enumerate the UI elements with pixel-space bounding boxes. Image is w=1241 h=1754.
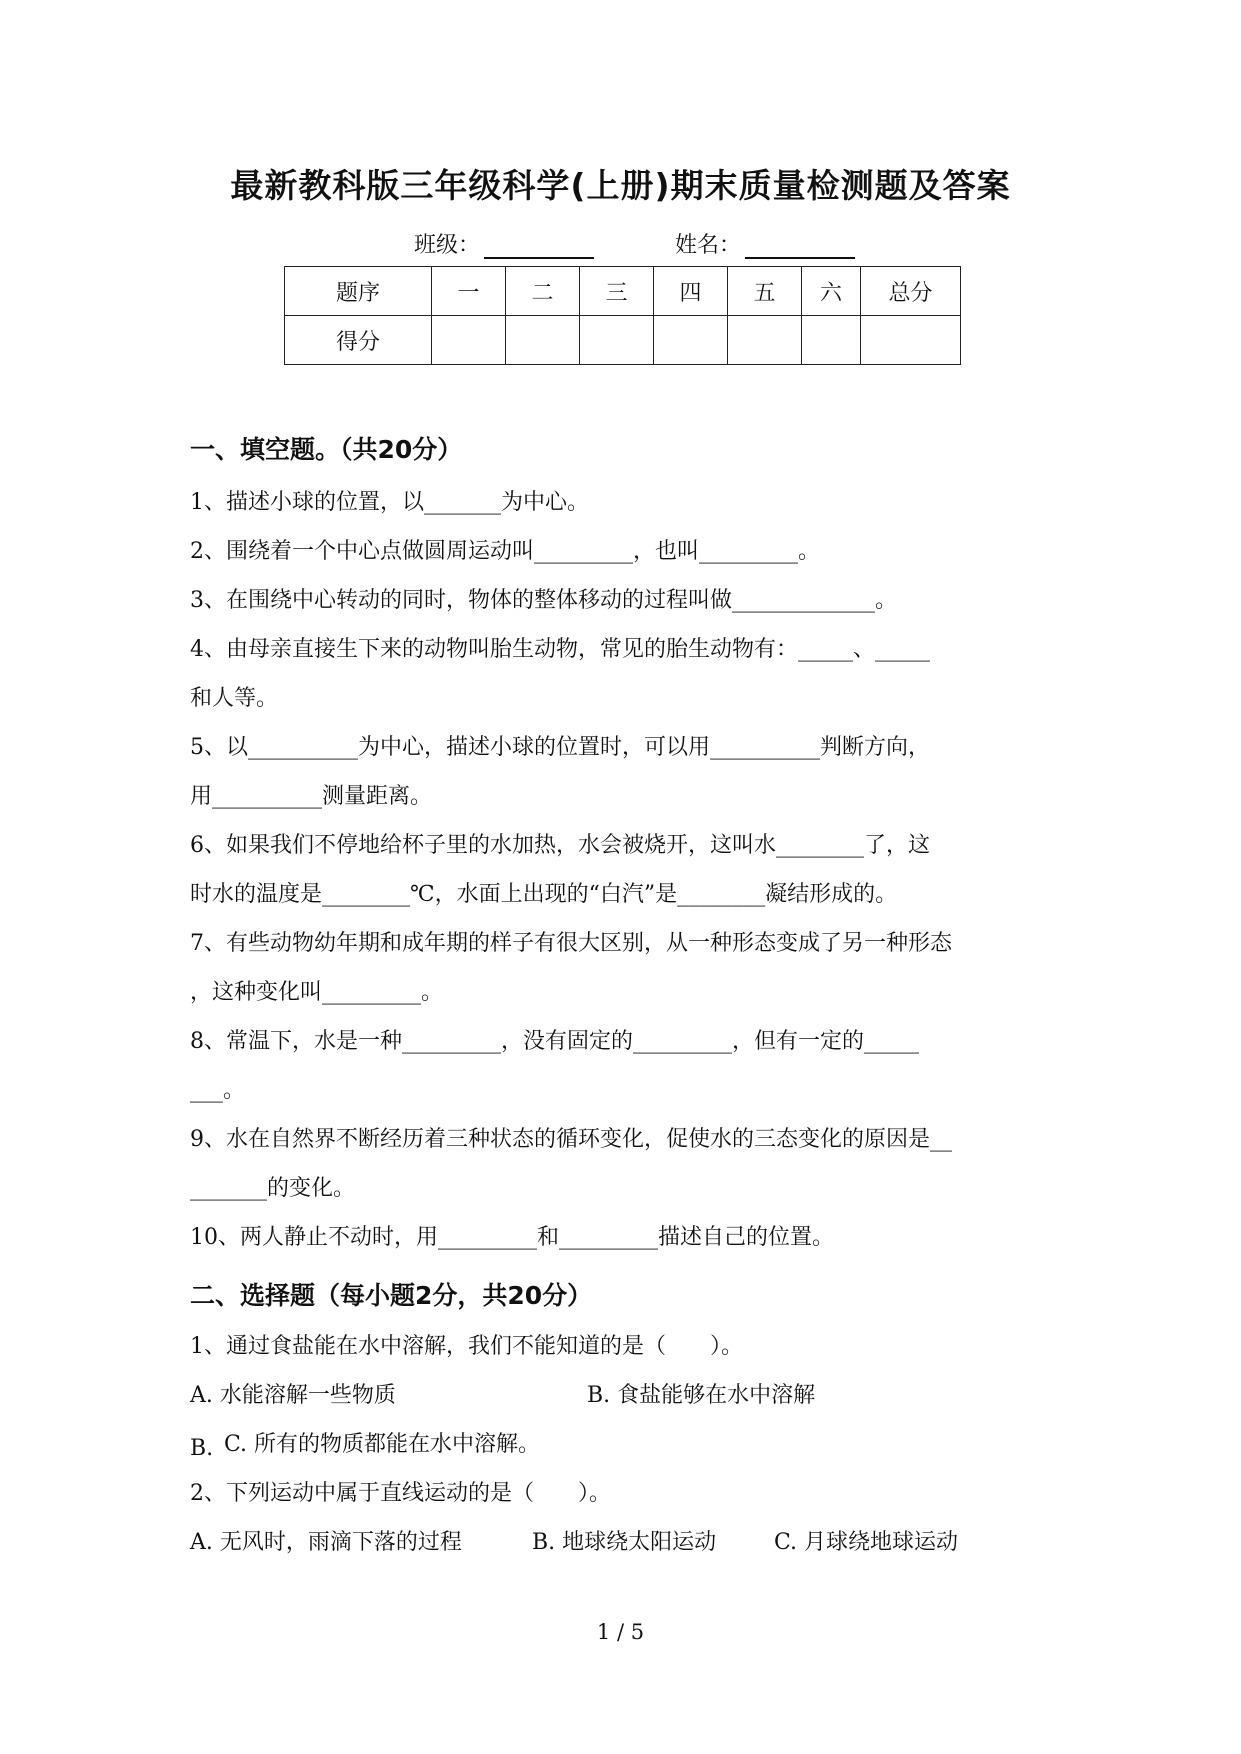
header-cell: 六 bbox=[802, 267, 861, 316]
header-cell: 三 bbox=[580, 267, 654, 316]
choice-question-1-stem: 1、通过食盐能在水中溶解，我们不能知道的是（ ）。 bbox=[190, 1334, 743, 1359]
question-line: 和人等。 bbox=[190, 686, 279, 711]
class-blank bbox=[484, 233, 594, 259]
header-cell: 五 bbox=[728, 267, 802, 316]
score-row-label: 得分 bbox=[285, 316, 432, 365]
question-line: 9、水在自然界不断经历着三种状态的循环变化，促使水的三态变化的原因是__ bbox=[190, 1127, 952, 1152]
choice-question-2-options bbox=[190, 1528, 1050, 1558]
option-b: B. 地球绕太阳运动 bbox=[532, 1530, 717, 1555]
option-prefix: B. bbox=[190, 1436, 214, 1461]
question-line: 5、以__________为中心，描述小球的位置时，可以用__________判断方向， bbox=[190, 735, 930, 760]
name-label: 姓名： bbox=[675, 233, 742, 258]
question-line: 4、由母亲直接生下来的动物叫胎生动物，常见的胎生动物有：_____、_____ bbox=[190, 637, 930, 662]
header-cell: 一 bbox=[432, 267, 506, 316]
score-cell bbox=[432, 316, 506, 365]
score-cell bbox=[728, 316, 802, 365]
name-blank bbox=[745, 233, 855, 259]
option-a: A. 无风时，雨滴下落的过程 bbox=[190, 1530, 462, 1555]
choice-question-2-stem: 2、下列运动中属于直线运动的是（ ）。 bbox=[190, 1481, 611, 1506]
option-c: C. 月球绕地球运动 bbox=[774, 1530, 959, 1555]
header-cell: 二 bbox=[506, 267, 580, 316]
choice-question-1-options bbox=[190, 1381, 1050, 1411]
score-table-score-row bbox=[285, 316, 961, 365]
class-label: 班级： bbox=[414, 233, 481, 258]
choice-question-1-options-2 bbox=[190, 1430, 1050, 1460]
score-table bbox=[284, 266, 961, 365]
header-cell: 四 bbox=[654, 267, 728, 316]
score-cell bbox=[654, 316, 728, 365]
page-number: 1 / 5 bbox=[596, 1620, 645, 1644]
question-line: 7、有些动物幼年期和成年期的样子有很大区别，从一种形态变成了另一种形态 bbox=[190, 931, 952, 956]
section-2-title: 二、选择题（每小题2分，共20分） bbox=[190, 1281, 593, 1310]
question-line: 3、在围绕中心转动的同时，物体的整体移动的过程叫做_____________。 bbox=[190, 588, 897, 613]
question-line: 用__________测量距离。 bbox=[190, 784, 433, 809]
header-cell: 总分 bbox=[861, 267, 961, 316]
score-cell bbox=[580, 316, 654, 365]
header-cell: 题序 bbox=[285, 267, 432, 316]
score-table-header-row bbox=[285, 267, 961, 316]
class-field bbox=[414, 228, 594, 259]
name-field bbox=[675, 228, 855, 259]
question-line: 8、常温下，水是一种_________，没有固定的_________，但有一定的_____ bbox=[190, 1029, 919, 1054]
score-cell bbox=[802, 316, 861, 365]
question-line: 6、如果我们不停地给杯子里的水加热，水会被烧开，这叫水________了，这 bbox=[190, 833, 930, 858]
option-c: C. 所有的物质都能在水中溶解。 bbox=[224, 1432, 541, 1457]
score-cell bbox=[506, 316, 580, 365]
question-line: ___。 bbox=[190, 1078, 246, 1103]
question-line: 10、两人静止不动时，用_________和_________描述自己的位置。 bbox=[190, 1225, 834, 1250]
question-line: 时水的温度是________℃，水面上出现的“白汽”是________凝结形成的。 bbox=[190, 882, 898, 907]
option-b: B. 食盐能够在水中溶解 bbox=[587, 1383, 816, 1408]
question-line: 1、描述小球的位置，以_______为中心。 bbox=[190, 490, 589, 515]
question-line: _______的变化。 bbox=[190, 1176, 356, 1201]
section-1-title: 一、填空题。（共20分） bbox=[190, 435, 463, 464]
question-line: 2、围绕着一个中心点做圆周运动叫_________，也叫_________。 bbox=[190, 539, 820, 564]
document-title: 最新教科版三年级科学(上册)期末质量检测题及答案 bbox=[230, 166, 1011, 205]
option-a: A. 水能溶解一些物质 bbox=[190, 1383, 396, 1408]
question-line: ，这种变化叫_________。 bbox=[190, 980, 444, 1005]
student-info-row bbox=[0, 228, 1241, 262]
score-cell bbox=[861, 316, 961, 365]
